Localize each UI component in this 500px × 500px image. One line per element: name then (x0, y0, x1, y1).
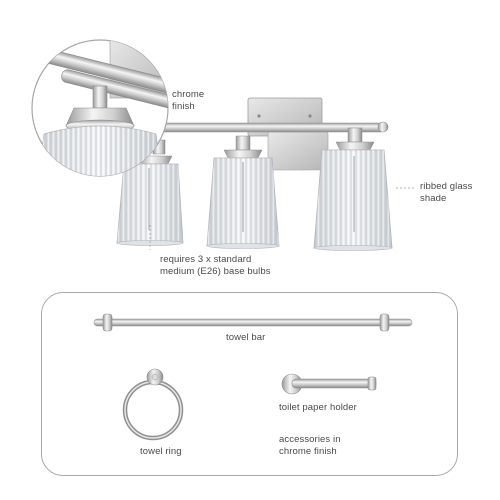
ribbed-glass-shade-label: ribbed glass shade (420, 181, 473, 204)
chrome-finish-label: chrome finish (172, 89, 205, 112)
accessories-panel (41, 292, 458, 476)
accessories-finish-note: accessories in chrome finish (279, 434, 341, 457)
towel-bar-label: towel bar (226, 332, 266, 343)
center-plate-lower (268, 132, 328, 170)
towel-ring-label: towel ring (140, 446, 182, 457)
bulbs-note-label: requires 3 x standard medium (E26) base bulbs (160, 254, 271, 277)
toilet-paper-holder-label: toilet paper holder (279, 402, 357, 413)
